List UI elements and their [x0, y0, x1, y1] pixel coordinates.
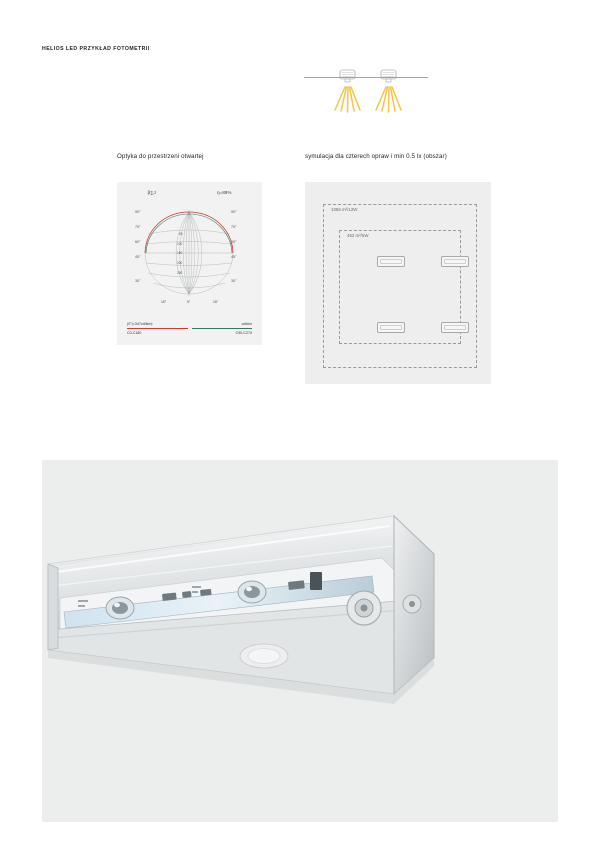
polar-label-right: η=88%	[216, 190, 232, 195]
svg-text:250: 250	[177, 271, 183, 275]
svg-text:150: 150	[177, 251, 183, 255]
svg-text:45°: 45°	[135, 255, 141, 259]
ceiling-beam-1	[335, 87, 360, 112]
legend-swatch-c0	[127, 328, 188, 329]
svg-text:75°: 75°	[231, 225, 237, 229]
polar-units-right: cd/klm	[241, 321, 252, 326]
ceiling-beam-2	[376, 87, 401, 112]
polar-plot-svg	[117, 182, 262, 345]
ceiling-line	[304, 77, 428, 78]
pcb-connector	[310, 572, 322, 590]
luminaire-symbol	[441, 322, 469, 333]
legend-label-c0: C0-C180	[127, 331, 142, 335]
mounting-screw	[403, 595, 421, 613]
photometry-polar-chart	[117, 182, 262, 345]
luminaire-symbol	[377, 322, 405, 333]
polar-label-left: β∑J	[147, 190, 156, 195]
svg-text:45°: 45°	[231, 255, 237, 259]
product-photo	[42, 460, 558, 822]
svg-text:15°: 15°	[213, 300, 219, 304]
svg-text:75°: 75°	[135, 225, 141, 229]
svg-text:30°: 30°	[135, 279, 141, 283]
simulation-inner-label: 462 m²/5W	[347, 233, 369, 238]
polar-units-left: (0°)=347cd/klm)	[127, 321, 153, 326]
svg-text:90°: 90°	[231, 210, 237, 214]
luminaire-symbol	[441, 256, 469, 267]
legend-label-c90: C90-C270	[235, 331, 252, 335]
svg-text:15°: 15°	[161, 300, 167, 304]
caption-optics: Optyka do przestrzeni otwartej	[117, 153, 204, 160]
product-photo-svg	[42, 460, 558, 822]
svg-text:60°: 60°	[231, 240, 237, 244]
page-title: HELIOS LED PRZYKŁAD FOTOMETRII	[42, 46, 150, 52]
ceiling-beam-diagram	[304, 66, 428, 134]
svg-text:100: 100	[177, 242, 183, 246]
ceiling-fixture-2	[381, 70, 396, 82]
luminaire-symbol	[377, 256, 405, 267]
svg-text:30°: 30°	[231, 279, 237, 283]
svg-text:90°: 90°	[135, 210, 141, 214]
simulation-area-diagram	[305, 182, 491, 384]
svg-text:50: 50	[179, 232, 183, 236]
legend-swatch-c90	[192, 328, 253, 329]
mounting-screw	[347, 591, 381, 625]
end-cap-left	[48, 564, 58, 650]
led-lens	[238, 581, 266, 603]
led-lens	[106, 597, 134, 619]
polar-legend	[127, 322, 252, 337]
svg-text:60°: 60°	[135, 240, 141, 244]
svg-text:0°: 0°	[187, 300, 191, 304]
caption-simulation: symulacja dla czterech opraw i min 0.5 lx (obszar)	[305, 153, 447, 160]
ceiling-fixture-1	[340, 70, 355, 82]
svg-text:200: 200	[177, 261, 183, 265]
simulation-outer-label: 1056 m²/13W	[331, 207, 358, 212]
